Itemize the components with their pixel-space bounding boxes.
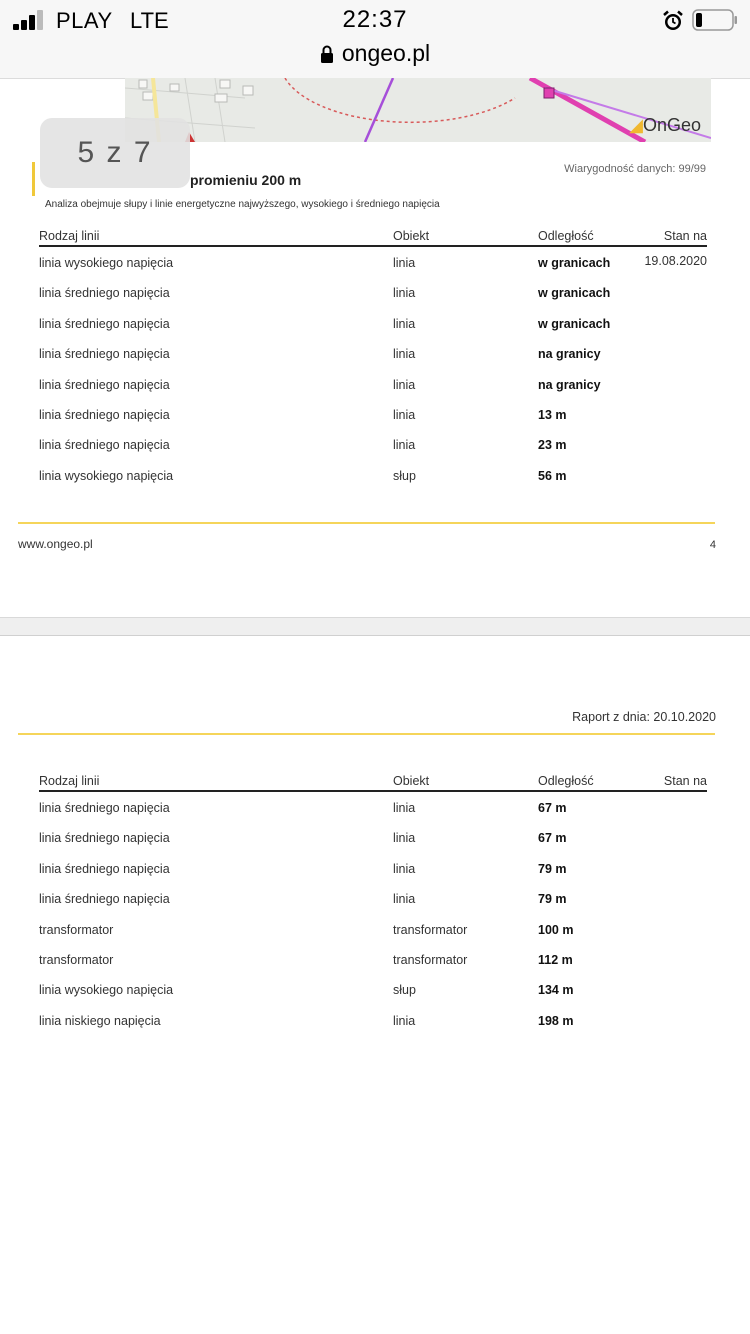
cell-distance: 67 m [538,831,567,846]
footer-page-number: 4 [709,539,716,551]
cell-object: słup [393,983,416,998]
cell-object: linia [393,347,416,362]
cell-object: linia [393,407,416,422]
table-row [39,883,707,913]
cell-object: transformator [393,952,468,967]
url-text: ongeo.pl [341,40,431,66]
cell-type: linia średniego napięcia [39,377,170,392]
cell-type: linia średniego napięcia [39,861,170,876]
table-row [39,399,707,429]
cell-distance: w granicach [538,316,611,331]
column-header-object: Obiekt [393,229,430,243]
table-row [39,369,707,399]
cell-distance: w granicach [538,256,611,270]
cell-distance: 198 m [538,1013,574,1028]
table-row [39,277,707,307]
column-header-date: Stan na [663,229,707,243]
cell-object: linia [393,801,416,815]
table-row [39,338,707,368]
cell-type: transformator [39,922,114,937]
cell-object: linia [393,377,416,392]
table-row [39,822,707,852]
table-row [39,853,707,883]
alarm-clock-icon [662,10,684,32]
battery-icon [692,9,738,31]
cell-distance: na granicy [538,377,601,392]
cell-type: linia niskiego napięcia [39,1013,161,1028]
column-header-distance: Odległość [538,774,594,788]
cell-type: linia wysokiego napięcia [39,468,174,483]
table-row [39,914,707,944]
cell-distance: 100 m [538,922,574,937]
column-header-type: Rodzaj linii [39,229,100,243]
table-row [39,944,707,974]
cell-type: linia średniego napięcia [39,831,170,846]
cell-type: linia średniego napięcia [39,347,170,362]
report-date: Raport z dnia: 20.10.2020 [572,710,716,724]
column-header-date: Stan na [663,774,707,788]
column-header-distance: Odległość [538,229,594,243]
power-lines-table-page1 [39,229,707,490]
table-row [39,247,707,277]
section-title: promieniu 200 m [190,172,302,188]
table-row [39,792,707,822]
cell-type: linia średniego napięcia [39,316,170,331]
cell-type: linia średniego napięcia [39,801,170,815]
cell-type: linia średniego napięcia [39,438,170,453]
footer-website: www.ongeo.pl [18,537,93,551]
cell-distance: 79 m [538,861,567,876]
cell-object: linia [393,831,416,846]
table-row [39,429,707,459]
cell-distance: 56 m [538,468,567,483]
cell-object: linia [393,861,416,876]
page-counter: 5 z 7 [40,118,190,188]
table-row [39,1005,707,1035]
cell-type: linia wysokiego napięcia [39,983,174,998]
lock-icon [320,45,334,63]
table-row [39,974,707,1004]
cell-object: linia [393,892,416,907]
table-header [39,774,707,792]
cell-type: linia średniego napięcia [39,407,170,422]
page-separator [0,617,750,636]
cell-type: transformator [39,952,114,967]
cell-object: linia [393,316,416,331]
cell-distance: w granicach [538,286,611,301]
status-time: 22:37 [342,6,408,33]
header-divider [18,733,715,735]
cell-type: linia średniego napięcia [39,892,170,907]
carrier-name: PLAY [56,8,113,33]
cell-distance: 23 m [538,438,567,453]
cell-type: linia wysokiego napięcia [39,256,174,270]
ongeo-logo: ◢OnGeo [629,115,701,135]
cell-distance: 134 m [538,983,574,998]
network-type: LTE [130,8,169,33]
section-marker [32,162,35,196]
cell-date: 19.08.2020 [644,254,707,268]
cell-distance: 67 m [538,801,567,815]
cell-distance: 13 m [538,407,567,422]
power-lines-table-page2 [39,774,707,1035]
cell-object: linia [393,256,416,270]
footer-divider [18,522,715,524]
status-bar [0,0,750,40]
cell-object: słup [393,468,416,483]
cell-distance: 79 m [538,892,567,907]
map-graphic [125,78,711,142]
cell-object: linia [393,438,416,453]
table-header [39,229,707,247]
table-row [39,308,707,338]
table-row [39,460,707,490]
column-header-object: Obiekt [393,774,430,788]
map-image [125,78,711,142]
data-reliability: Wiarygodność danych: 99/99 [564,163,706,175]
cell-type: linia średniego napięcia [39,286,170,301]
cell-object: linia [393,1013,416,1028]
section-subtitle: Analiza obejmuje słupy i linie energetyczne najwyższego, wysokiego i średniego napięcia [45,199,440,210]
address-bar[interactable] [0,40,750,79]
column-header-type: Rodzaj linii [39,774,100,788]
cell-distance: na granicy [538,347,601,362]
cell-distance: 112 m [538,952,573,967]
cell-object: transformator [393,922,468,937]
cell-object: linia [393,286,416,301]
